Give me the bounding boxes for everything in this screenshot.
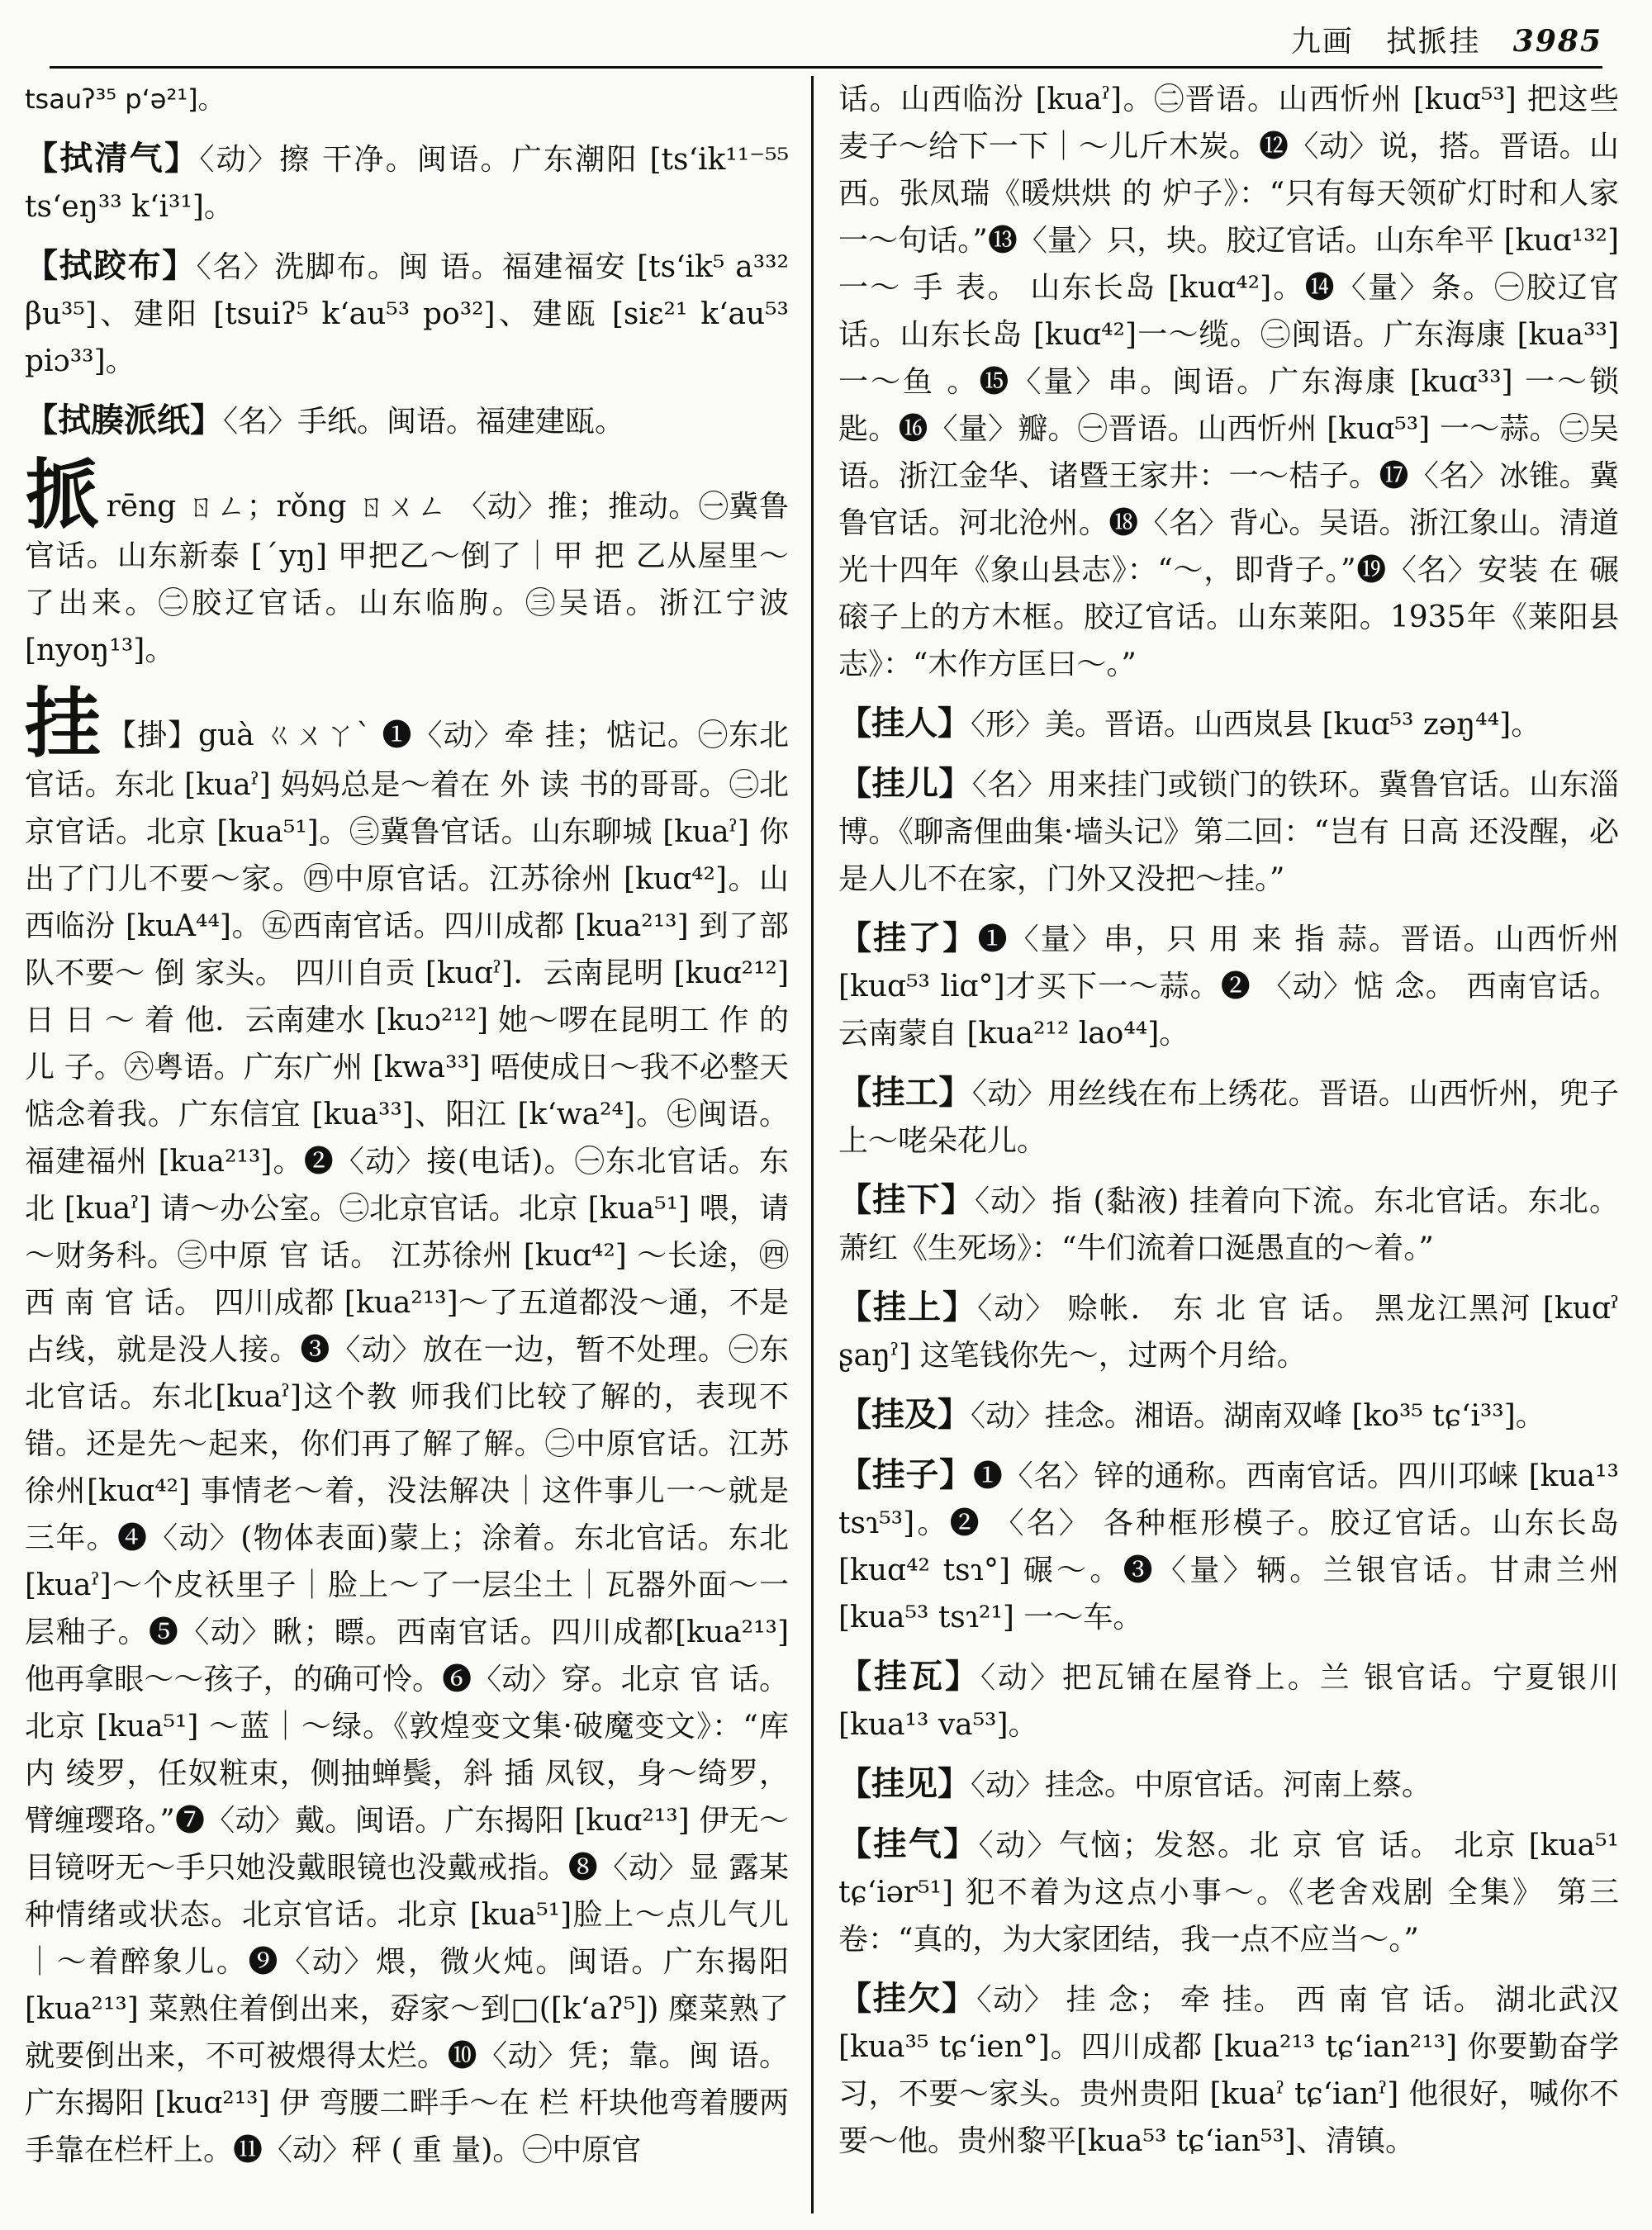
- entry-headword: 【挂气】: [838, 1824, 979, 1863]
- entry-text: 〈动〉用丝线在布上绣花。晋语。山西忻州，兜子上～咾朵花儿。: [838, 1077, 1619, 1158]
- entry-gua-wa: [838, 1653, 1619, 1748]
- headword-char: 挀: [25, 450, 102, 539]
- entry-gua-qi: [838, 1820, 1619, 1963]
- entry-headword: 【挂工】: [838, 1073, 972, 1112]
- entry-headword: 【挂儿】: [838, 764, 972, 803]
- entry-headword: 【挂欠】: [838, 1979, 977, 2018]
- entry-headword: 【拭跤布】: [25, 246, 197, 285]
- entry-text: 〈动〉 挂 念； 牵 挂。 西 南 官 话。 湖北武汉 [kua³⁵ tɕʻien°]。四川成都 [kua²¹³ tɕʻian²¹³] 你要勤奋学习，不要～家头。贵州贵阳 [kuaˀ tɕʻianˀ] 他很好，喊你不要～他。贵州黎平[kua⁵³ tɕʻian⁵³]、清镇。: [838, 1983, 1619, 2158]
- entry-text: 〈名〉用来挂门或锁门的铁环。冀鲁官话。山东淄博。《聊斋俚曲集·墙头记》第二回：“岂有 日高 还没醒，必是人儿不在家，门外又没把～挂。”: [838, 768, 1619, 896]
- entry-gua-shang: [838, 1283, 1619, 1379]
- entry-gua-ren: [838, 700, 1619, 748]
- headword-char: 挂: [25, 679, 102, 768]
- entry-headword: 【挂及】: [838, 1395, 971, 1434]
- entry-text: 〈动〉挂念。中原官话。河南上蔡。: [971, 1768, 1432, 1802]
- entry-gua-gong: [838, 1069, 1619, 1165]
- entry-text: ❶〈名〉锌的通称。西南官话。四川邛崃 [kua¹³ tsɿ⁵³]。❷ 〈名〉 各种框形模子。胶辽官话。山东长岛 [kuɑ⁴² tsɿ°] 碾～。❸〈量〉辆。兰银官话。甘肃兰州 [kua⁵³ tsɿ²¹] 一～车。: [838, 1459, 1619, 1635]
- entry-text: 【掛】guà ㄍㄨㄚˋ ❶〈动〉牵 挂；惦记。㊀东北官话。东北 [kuaˀ] 妈妈总是～着在 外 读 书的哥哥。㊁北京官话。北京 [kua⁵¹]。㊂冀鲁官话。山东聊城 [kuaˀ] 你出了门儿不要～家。㊃中原官话。江苏徐州 [kuɑ⁴²]。山西临汾 [kuA⁴⁴]。㊄西南官话。四川成都 [kua²¹³] 到了部队不要～ 倒 家头。 四川自贡 [kuɑˀ]．云南昆明 [kuɑ²¹²] 日 日 ～ 着 他．云南建水 [kuɔ²¹²] 她～啰在昆明工 作 的 儿 子。㊅粤语。广东广州 [kwa³³] 唔使成日～我不必整天惦念着我。广东信宜 [kua³³]、阳江 [kʻwa²⁴]。㊆闽语。福建福州 [kua²¹³]。❷〈动〉接(电话)。㊀东北官话。东北 [kuaˀ] 请～办公室。㊁北京官话。北京 [kua⁵¹] 喂，请～财务科。㊂中原 官 话。 江苏徐州 [kuɑ⁴²] ～长途，㊃西 南 官 话。 四川成都 [kua²¹³]～了五道都没～通，不是占线，就是没人接。❸〈动〉放在一边，暂不处理。㊀东北官话。东北[kuaˀ]这个教 师我们比较了解的，表现不错。还是先～起来，你们再了解了解。㊁中原官话。江苏徐州[kuɑ⁴²] 事情老～着，没法解决｜这件事儿一～就是三年。❹〈动〉(物体表面)蒙上；涂着。东北官话。东北[kuaˀ]～个皮袄里子｜脸上～了一层尘土｜瓦器外面～一层釉子。❺〈动〉瞅；瞟。西南官话。四川成都[kua²¹³]他再拿眼～～孩子，的确可怜。❻〈动〉穿。北京 官 话。 北京 [kua⁵¹] ～蓝｜～绿。《敦煌变文集·破魔变文》：“库 内 绫罗，任奴粧束，侧抽蝉鬓，斜 插 凤钗，身～绮罗，臂缠璎珞。”❼〈动〉戴。闽语。广东揭阳 [kuɑ²¹³] 伊无～目镜呀无～手只她没戴眼镜也没戴戒指。❽〈动〉显 露某种情绪或状态。北京官话。北京 [kua⁵¹]脸上～点儿气儿｜～着醉象儿。❾〈动〉煨，微火炖。闽语。广东揭阳 [kua²¹³] 菜熟住着倒出来，孬家～到□([kʻaʔ⁵]) 糜菜熟了就要倒出来，不可被煨得太烂。❿〈动〉凭；靠。闽 语。广东揭阳 [kuɑ²¹³] 伊 弯腰二畔手～在 栏 杆块他弯着腰两手靠在栏杆上。⓫〈动〉秤 ( 重 量)。㊀中原官: [25, 719, 789, 2167]
- entry-text: 〈动〉把瓦铺在屋脊上。兰 银官话。宁夏银川 [kua¹³ va⁵³]。: [838, 1661, 1619, 1742]
- entry-text: ❶〈量〉串，只 用 来 指 蒜。晋语。山西忻州 [kuɑ⁵³ liɑ°]才买下一～蒜。❷ 〈动〉惦 念。 西南官话。云南蒙自 [kua²¹² lao⁴⁴]。: [838, 923, 1619, 1051]
- page-header: [50, 15, 1602, 69]
- entry-headword: 【挂下】: [838, 1180, 975, 1219]
- entry-text: 〈动〉指 (黏液) 挂着向下流。东北官话。东北。萧红《生死场》：“牛们流着口涎愚直的～着。”: [838, 1184, 1619, 1265]
- entry-text: 话。山西临汾 [kuaˀ]。㊁晋语。山西忻州 [kuɑ⁵³] 把这些麦子～给下一下｜～儿斤木炭。⓬〈动〉说，搭。晋语。山西。张凤瑞《暖烘烘 的 炉子》：“只有每天领矿灯时和人家一～句话。”⓭〈量〉只，块。胶辽官话。山东牟平 [kuɑ¹³²] 一～ 手 表。 山东长岛 [kuɑ⁴²]。⓮〈量〉条。㊀胶辽官话。山东长岛 [kuɑ⁴²]一～缆。㊁闽语。广东海康 [kua³³] 一～鱼 。⓯〈量〉串。闽语。广东海康 [kuɑ³³] 一～锁 匙。⓰〈量〉瓣。㊀晋语。山西忻州 [kuɑ⁵³] 一～蒜。㊁吴语。浙江金华、诸暨王家井：一～桔子。⓱〈名〉冰锥。冀鲁官话。河北沧州。⓲〈名〉背心。吴语。浙江象山。清道光十四年《象山县志》：“～，即背子。”⓳〈名〉安装 在 碾磙子上的方木框。胶辽官话。山东莱阳。1935年《莱阳县志》：“木作方匡曰～。”: [838, 83, 1619, 681]
- entry-headword: 【挂瓦】: [838, 1657, 980, 1696]
- entry-headword: 【挂上】: [838, 1288, 978, 1326]
- header-chars: 拭挀挂: [1386, 25, 1481, 59]
- entry-text: 〈动〉 赊帐． 东 北 官 话。 黑龙江黑河 [kuɑˀ ʂaŋˀ] 这笔钱你先～，过两个月给。: [838, 1292, 1619, 1373]
- entry-shi-cou-pai-zhi: [25, 396, 789, 445]
- entry-gua-ji: [838, 1391, 1619, 1440]
- section-label: 九画: [1290, 25, 1354, 59]
- entry-headword: 【挂了】: [838, 918, 978, 957]
- left-column: [25, 76, 789, 2215]
- entry-gua-qian: [838, 1975, 1619, 2165]
- entry-headword: 【挂子】: [838, 1455, 973, 1494]
- page-number: 3985: [1512, 24, 1602, 59]
- entry-text: rēng ㄖㄥ；rǒng ㄖㄨㄥ 〈动〉推；推动。㊀冀鲁官话。山东新泰 [ˊyŋ] 甲把乙～倒了｜甲 把 乙从屋里～了出来。㊁胶辽官话。山东临朐。㊂吴语。浙江宁波 [nyoŋ¹³]。: [25, 490, 789, 667]
- entry-reng: [25, 450, 789, 674]
- entry-gua-jian: [838, 1760, 1619, 1809]
- entry-gua-continued: [838, 76, 1619, 688]
- entry-gua: [25, 679, 789, 2174]
- entry-shi-qing-qi: [25, 135, 789, 230]
- entry-text: 〈动〉气恼；发怒。北 京 官 话。 北京 [kua⁵¹ tɕʻiər⁵¹] 犯不着为这点小事～。《老舍戏剧 全集》 第三卷：“真的，为大家团结，我一点不应当～。”: [838, 1829, 1619, 1957]
- entry-text: 〈名〉手纸。闽语。福建建瓯。: [223, 405, 625, 439]
- entry-text: 〈形〉美。晋语。山西岚县 [kuɑ⁵³ zəŋ⁴⁴]。: [971, 708, 1541, 742]
- entry-gua-zi: [838, 1451, 1619, 1641]
- right-column: [838, 76, 1619, 2215]
- entry-text: tsauʔ³⁵ pʻə²¹]。: [25, 83, 225, 115]
- entry-text: 〈名〉洗脚布。闽 语。福建福安 [tsʻik⁵ a³³² βu³⁵]、建阳 [tsuiʔ⁵ kʻau⁵³ po³²]、建瓯 [siɛ²¹ kʻau⁵³ piɔ³³]。: [25, 250, 789, 378]
- entry-text: 〈动〉擦 干净。闽语。广东潮阳 [tsʻik¹¹⁻⁵⁵ tsʻeŋ³³ kʻi³¹]。: [25, 143, 789, 224]
- entry-headword: 【挂人】: [838, 704, 971, 743]
- entry-gua-le: [838, 914, 1619, 1057]
- entry-gua-xia: [838, 1176, 1619, 1272]
- entry-headword: 【拭清气】: [25, 139, 200, 178]
- entry-continuation: [25, 76, 789, 123]
- column-divider: [811, 76, 814, 2213]
- entry-headword: 【挂见】: [838, 1764, 971, 1803]
- entry-gua-er: [838, 760, 1619, 903]
- entry-shi-jiao-bu: [25, 242, 789, 385]
- entry-text: 〈动〉挂念。湘语。湖南双峰 [ko³⁵ tɕʻi³³]。: [971, 1399, 1545, 1433]
- entry-headword: 【拭腠派纸】: [25, 401, 223, 439]
